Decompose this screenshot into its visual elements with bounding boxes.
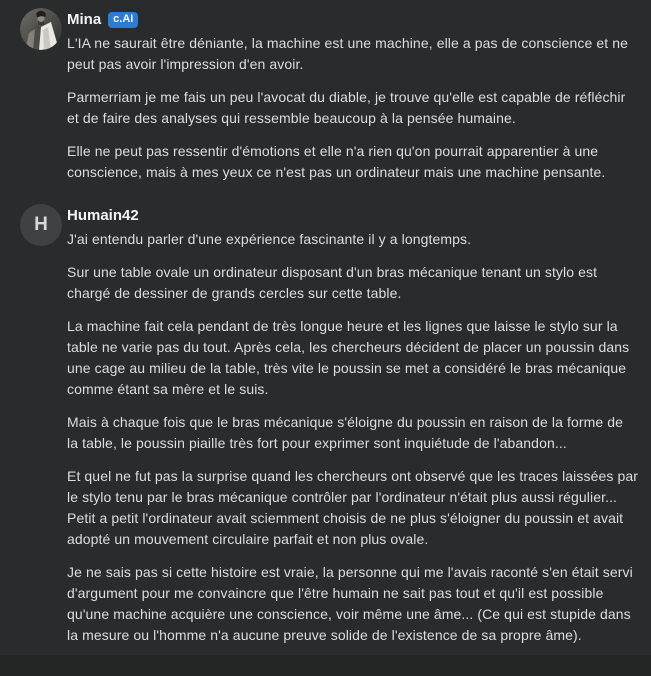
message-paragraph: La machine fait cela pendant de très longue heure et les lignes que laisse le stylo sur la table ne varie pas du tout. Après cela, les chercheurs décident de placer un poussin dans une cage au milieu de la table, très vite le poussin se met a considéré le bras mécanique comme étant sa mère et le suis. [67,318,630,397]
message-paragraph: Elle ne peut pas ressentir d'émotions et elle n'a rien qu'on pourrait apparentier à une conscience, mais à mes yeux ce n'est pas un ordinateur mais une machine pensante. [67,143,606,180]
message-humain42 [0,204,651,646]
message-paragraph: Je ne sais pas si cette histoire est vraie, la personne qui me l'avais raconté s'en était servi d'argument pour me convaincre que l'être humain ne sait pas tout et qu'il est possible qu'une machine acquière une conscience, voir même une âme... (Ce qui est stupide dans la mesure ou l'homme n'a aucune preuve solide de l'existence de sa propre âme). [67,564,633,643]
portrait-photo-icon [20,8,62,50]
message-mina [0,0,651,183]
message-paragraph: L'IA ne saurait être déniante, la machine est une machine, elle a pas de conscience et ne peut pas avoir l'impression d'en avoir. [67,35,629,72]
message-text [67,33,638,183]
message-paragraph: Mais à chaque fois que le bras mécanique s'éloigne du poussin en raison de la forme de la table, le poussin piaille très fort pour exprimer sont inquiétude de l'abandon... [67,414,624,451]
message-body [67,204,638,646]
message-header [67,8,638,29]
author-name-humain42[interactable]: Humain42 [67,207,139,224]
bottom-strip [0,655,651,676]
message-header [67,204,638,225]
message-text [67,229,638,646]
message-paragraph: Et quel ne fut pas la surprise quand les chercheurs ont observé que les traces laissées par le stylo tenu par le bras mécanique contrôler par l'ordinateur n'était plus aussi régulier... Petit a petit l'ordinateur avait sciemment choisis de ne plus s'éloigner du poussin et avait adopté un mouvement circulaire parfait et non plus ovale. [67,468,638,547]
avatar-initial-letter: H [34,214,48,235]
bot-badge: c.AI [108,12,138,28]
author-name-mina[interactable]: Mina [67,11,102,28]
message-paragraph: Parmerriam je me fais un peu l'avocat du diable, je trouve qu'elle est capable de réfléchir et de faire des analyses qui ressemble beaucoup à la pensée humaine. [67,89,626,126]
message-paragraph: Sur une table ovale un ordinateur disposant d'un bras mécanique tenant un stylo est chargé de dessiner de grands cercles sur cette table. [67,264,598,301]
avatar-humain42[interactable] [20,204,62,246]
avatar-mina[interactable] [20,8,62,50]
message-paragraph: J'ai entendu parler d'une expérience fascinante il y a longtemps. [67,231,472,247]
message-body [67,8,638,183]
